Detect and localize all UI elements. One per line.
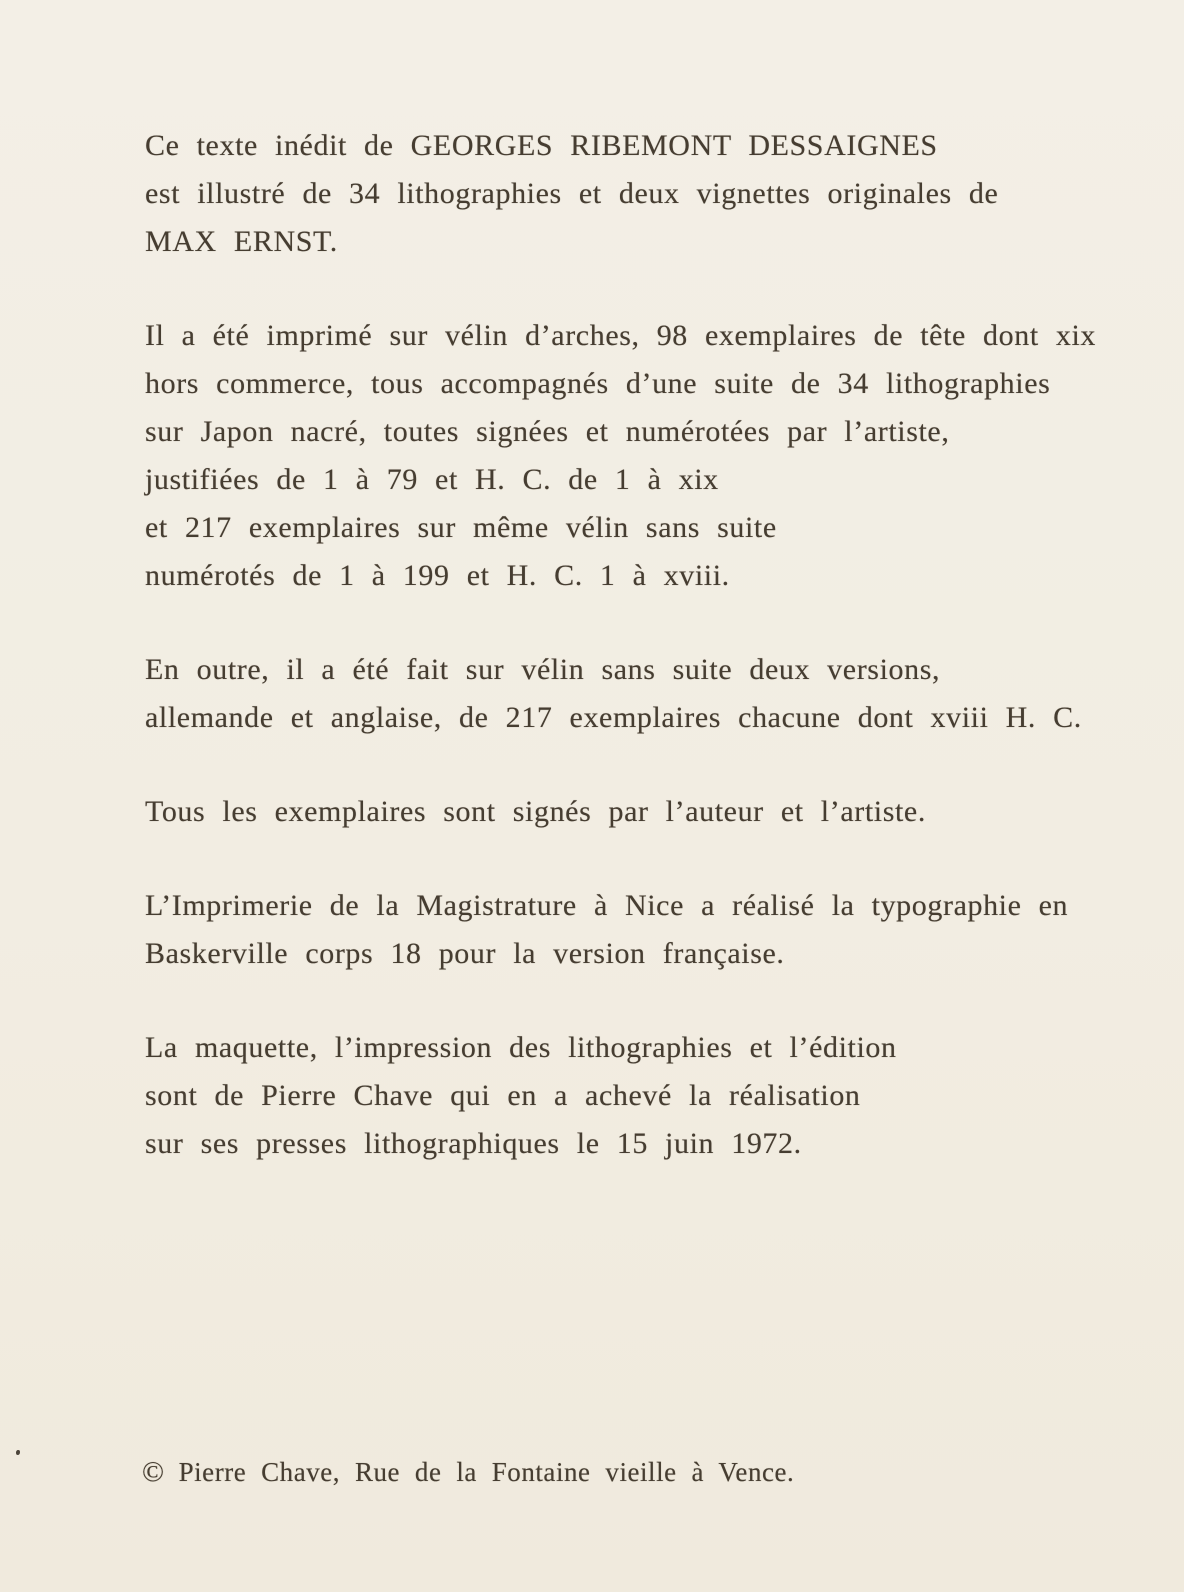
paragraph-signatures — [145, 788, 1124, 836]
paragraph-typography — [145, 882, 1124, 978]
text-line: numérotés de 1 à 199 et H. C. 1 à xviii. — [145, 559, 730, 592]
text-line: Tous les exemplaires sont signés par l’auteur et l’artiste. — [145, 795, 926, 828]
text-line: sur ses presses lithographiques le 15 juin 1972. — [145, 1127, 802, 1160]
text-line: Ce texte inédit de GEORGES RIBEMONT DESSAIGNES — [145, 129, 938, 162]
text-line: sur Japon nacré, toutes signées et numérotées par l’artiste, — [145, 415, 950, 448]
copyright-imprint — [142, 1452, 794, 1492]
copyright-icon: © — [142, 1456, 165, 1488]
text-line: La maquette, l’impression des lithographies et l’édition — [145, 1031, 897, 1064]
text-line: et 217 exemplaires sur même vélin sans suite — [145, 511, 777, 544]
text-line: Il a été imprimé sur vélin d’arches, 98 exemplaires de tête dont xix — [145, 319, 1097, 352]
text-line: sont de Pierre Chave qui en a achevé la réalisation — [145, 1079, 861, 1112]
text-line: est illustré de 34 lithographies et deux vignettes originales de — [145, 177, 999, 210]
scan-speck — [16, 1450, 20, 1455]
text-line: MAX ERNST. — [145, 225, 338, 258]
text-line: Baskerville corps 18 pour la version française. — [145, 937, 785, 970]
paragraph-printing-credit — [145, 1024, 1124, 1168]
paragraph-title-credit — [145, 122, 1124, 266]
text-line: L’Imprimerie de la Magistrature à Nice a réalisé la typographie en — [145, 889, 1069, 922]
text-line: En outre, il a été fait sur vélin sans suite deux versions, — [145, 653, 941, 686]
paragraph-other-versions — [145, 646, 1124, 742]
colophon-text-block — [145, 122, 1124, 1214]
paragraph-edition-details — [145, 312, 1124, 600]
text-line: hors commerce, tous accompagnés d’une suite de 34 lithographies — [145, 367, 1051, 400]
imprint-text: Pierre Chave, Rue de la Fontaine vieille à Vence. — [178, 1457, 795, 1487]
text-line: justifiées de 1 à 79 et H. C. de 1 à xix — [145, 463, 719, 496]
text-line: allemande et anglaise, de 217 exemplaires chacune dont xviii H. C. — [145, 701, 1082, 734]
